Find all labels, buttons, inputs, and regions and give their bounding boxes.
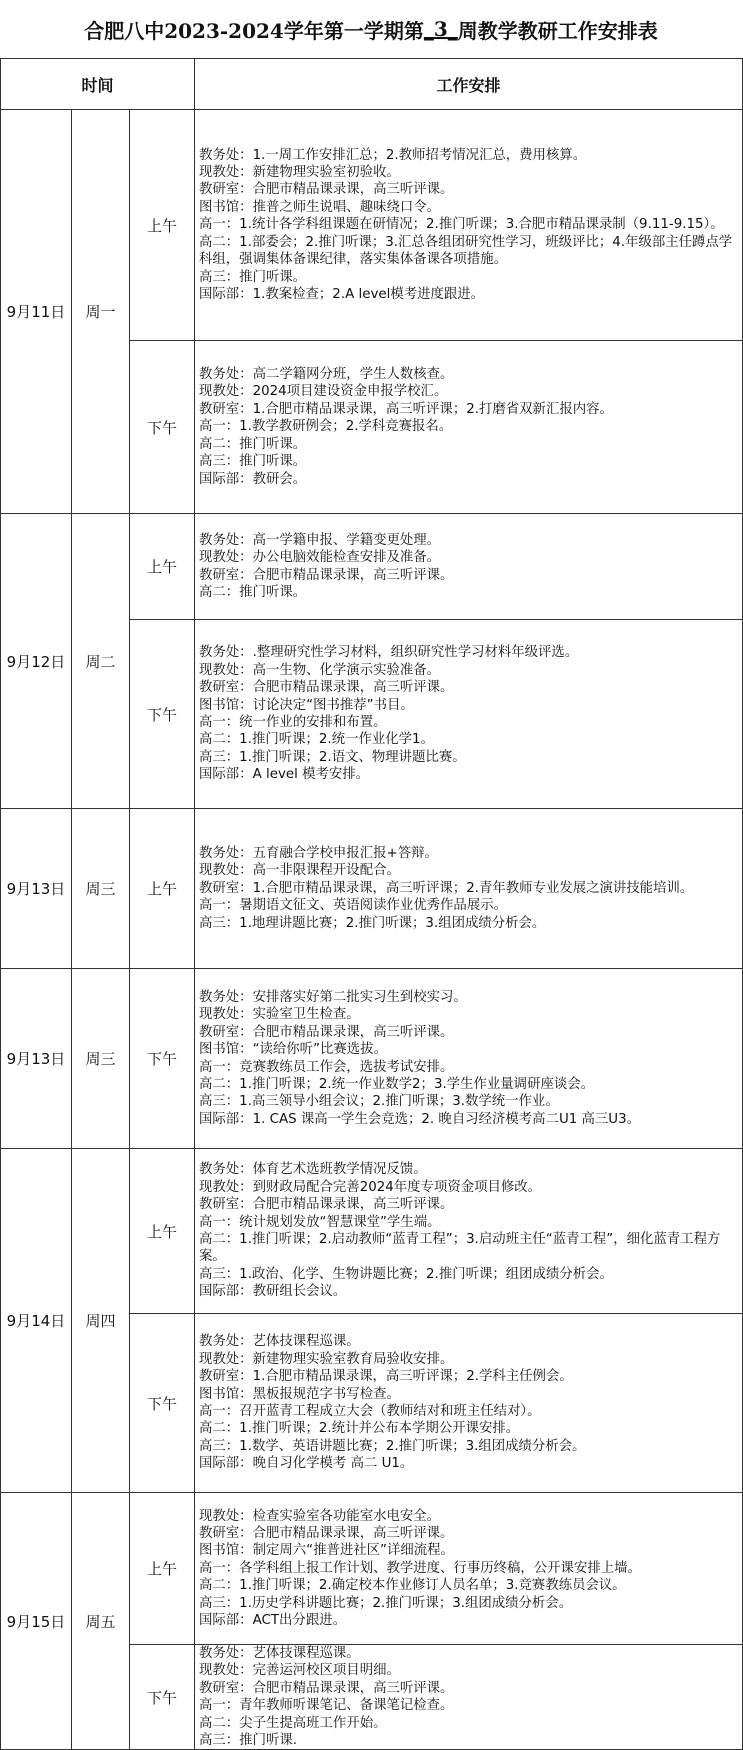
work-item: 国际部：ACT出分跟进。	[199, 1613, 346, 1629]
work-item: 国际部：A level 模考安排。	[199, 767, 370, 783]
work-item: 高二：1.推门听课；2.启动教师“蓝青工程”；3.启动班主任“蓝青工程”，细化蓝青工程方案。	[199, 1232, 721, 1265]
work-item: 高三：1.推门听课；2.语文、物理讲题比赛。	[199, 749, 466, 765]
work-item: 现教处：新建物理实验室初验收。	[199, 165, 400, 181]
work-item: 高二：推门听课。	[199, 584, 307, 600]
work-item: 图书馆：讨论决定“图书推荐”书目。	[199, 697, 414, 713]
work-item: 教务处：艺体技课程巡课。	[199, 1334, 360, 1350]
work-item: 国际部：教研会。	[199, 471, 307, 487]
work-item: 高三：1.地理讲题比赛；2.推门听课；3.组团成绩分析会。	[199, 915, 546, 931]
work-item: 教研室：合肥市精品课录课，高三听评课。	[199, 1525, 454, 1541]
work-item: 高一：召开蓝青工程成立大会（教师结对和班主任结对）。	[199, 1404, 541, 1419]
session-half-cell: 下午	[130, 1645, 195, 1750]
weekday-cell: 周一	[72, 110, 130, 514]
work-item: 教务处：体育艺术选班教学情况反馈。	[199, 1162, 427, 1178]
work-item: 教务处：高二学籍网分班，学生人数核查。	[199, 367, 454, 383]
work-item: 图书馆：“读给你听”比赛选拔。	[199, 1042, 387, 1058]
work-item: 高一：各学科组上报工作计划、教学进度、行事历终稿，公开课安排上墙。	[199, 1560, 641, 1576]
work-items-cell	[195, 1314, 743, 1493]
work-item: 教务处：1.一周工作安排汇总；2.教师招考情况汇总，费用核算。	[199, 147, 587, 163]
work-items-cell	[195, 809, 743, 969]
session-half-cell: 上午	[130, 110, 195, 341]
session-half-cell: 下午	[130, 969, 195, 1149]
work-item: 教务处：安排落实好第二批实习生到校实习。	[199, 989, 467, 1005]
work-item: 高三：推门听课。	[199, 454, 307, 470]
work-item: 教务处：艺体技课程巡课。	[199, 1646, 360, 1661]
work-item: 图书馆：制定周六“推普进社区”详细流程。	[199, 1543, 454, 1559]
work-item: 教务处：五育融合学校申报汇报+答辩。	[199, 845, 438, 861]
weekday-cell: 周三	[72, 969, 130, 1149]
work-item: 国际部：晚自习化学模考 高二 U1。	[199, 1456, 414, 1472]
work-item: 教研室：合肥市精品课录课，高三听评课。	[199, 1197, 454, 1213]
work-item: 国际部：教研组长会议。	[199, 1284, 347, 1300]
work-item: 现教处：实验室卫生检查。	[199, 1007, 360, 1023]
work-item: 高三：推门听课。	[199, 269, 307, 285]
work-item: 教务处：.整理研究性学习材料，组织研究性学习材料年级评选。	[199, 645, 579, 661]
page-title	[0, 0, 742, 58]
table-row	[1, 1149, 743, 1314]
session-half-cell: 下午	[130, 620, 195, 809]
session-half-cell: 上午	[130, 1149, 195, 1314]
work-item: 高二：1.推门听课；2.确定校本作业修订人员名单；3.竞赛教练员会议。	[199, 1578, 626, 1594]
work-item: 高二：尖子生提高班工作开始。	[199, 1715, 387, 1731]
work-item: 高一：竞赛教练员工作会，选拔考试安排。	[199, 1059, 454, 1075]
header-work-arrangement: 工作安排	[195, 59, 743, 110]
work-item: 国际部：1.教案检查；2.A level模考进度跟进。	[199, 286, 485, 302]
session-half-cell: 上午	[130, 809, 195, 969]
work-items-cell	[195, 341, 743, 514]
work-item: 高二：1.推门听课；2.统一作业数学2；3.学生作业量调研座谈会。	[199, 1076, 595, 1092]
work-item: 现教处：完善运河校区项目明细。	[199, 1663, 400, 1679]
work-item: 高一：1.统计各学科组课题在研情况；2.推门听课；3.合肥市精品课录制（9.11-9.15）。	[199, 217, 724, 233]
work-item: 高三：推门听课.	[199, 1733, 298, 1749]
table-row	[1, 514, 743, 620]
work-item: 现教处：办公电脑效能检查安排及准备。	[199, 550, 441, 566]
work-items-cell	[195, 1149, 743, 1314]
work-item: 现教处：高一非限课程开设配合。	[199, 863, 400, 879]
header-time: 时间	[1, 59, 195, 110]
date-cell: 9月11日	[1, 110, 72, 514]
work-item: 高二：推门听课。	[199, 436, 307, 452]
title-suffix: 周教学教研工作安排表	[457, 18, 658, 43]
work-items-cell	[195, 620, 743, 809]
date-cell: 9月13日	[1, 809, 72, 969]
session-half-cell: 下午	[130, 341, 195, 514]
work-item: 高一：统一作业的安排和布置。	[199, 715, 387, 730]
work-item: 图书馆：黑板报规范字书写检查。	[199, 1386, 400, 1402]
weekday-cell: 周四	[72, 1149, 130, 1493]
work-item: 高一：暑期语文征文、英语阅读作业优秀作品展示。	[199, 898, 507, 914]
work-item: 教研室：合肥市精品课录课，高三听评课。	[199, 567, 454, 583]
work-items-cell	[195, 110, 743, 341]
session-half-cell: 下午	[130, 1314, 195, 1493]
work-item: 高一：青年教师听课笔记、备课笔记检查。	[199, 1698, 454, 1714]
work-item: 教研室：合肥市精品课录课，高三听评课。	[199, 182, 454, 198]
table-row	[1, 1493, 743, 1645]
work-item: 国际部：1. CAS 课高一学生会竞选；2. 晚自习经济模考高二U1 高三U3。	[199, 1111, 641, 1127]
work-item: 现教处：2024项目建设资金申报学校汇。	[199, 384, 448, 400]
table-row	[1, 969, 743, 1149]
work-item: 高二：1.推门听课；2.统计并公布本学期公开课安排。	[199, 1421, 520, 1437]
work-item: 教研室：1.合肥市精品课录课，高三听评课；2.青年教师专业发展之演讲技能培训。	[199, 880, 694, 896]
work-item: 高二：1.部委会；2.推门听课；3.汇总各组团研究性学习，班级评比；4.年级部主任蹲点学科组，强调集体备课纪律，落实集体备课各项措施。	[199, 234, 733, 268]
weekday-cell: 周二	[72, 514, 130, 809]
session-half-cell: 上午	[130, 1493, 195, 1645]
table-row	[1, 110, 743, 341]
work-item: 教研室：合肥市精品课录课，高三听评课。	[199, 680, 454, 696]
work-item: 教研室：合肥市精品课录课，高三听评课。	[199, 1680, 454, 1696]
work-item: 图书馆：推普之师生说唱、趣味绕口令。	[199, 199, 441, 215]
work-item: 高一：统计规划发放“智慧课堂”学生端。	[199, 1214, 441, 1230]
work-item: 教研室：1.合肥市精品课录课，高三听评课；2.打磨省双新汇报内容。	[199, 401, 613, 417]
work-item: 高三：1.历史学科讲题比赛；2.推门听课；3.组团成绩分析会。	[199, 1595, 573, 1611]
work-item: 高一：1.教学教研例会；2.学科竞赛报名。	[199, 419, 453, 435]
work-items-cell	[195, 1645, 743, 1750]
table-header-row	[1, 59, 743, 110]
work-item: 现教处：检查实验室各功能室水电安全。	[199, 1508, 441, 1524]
table-row	[1, 809, 743, 969]
date-cell: 9月12日	[1, 514, 72, 809]
work-item: 现教处：新建物理实验室教育局验收安排。	[199, 1351, 454, 1367]
work-item: 现教处：高一生物、化学演示实验准备。	[199, 662, 441, 678]
work-items-cell	[195, 514, 743, 620]
session-half-cell: 上午	[130, 514, 195, 620]
title-week-number: _3_	[423, 17, 458, 41]
work-item: 高二：1.推门听课；2.统一作业化学1。	[199, 732, 434, 748]
date-cell: 9月13日	[1, 969, 72, 1149]
work-item: 高三：1.高三领导小组会议；2.推门听课；3.数学统一作业。	[199, 1094, 559, 1110]
date-cell: 9月15日	[1, 1493, 72, 1750]
date-cell: 9月14日	[1, 1149, 72, 1493]
work-item: 教研室：合肥市精品课录课，高三听评课。	[199, 1024, 454, 1040]
work-item: 高三：1.政治、化学、生物讲题比赛；2.推门听课；组团成绩分析会。	[199, 1266, 613, 1282]
work-item: 教研室：1.合肥市精品课录课，高三听评课；2.学科主任例会。	[199, 1369, 573, 1385]
title-prefix: 合肥八中2023-2024学年第一学期第	[84, 18, 424, 43]
work-item: 教务处：高一学籍申报、学籍变更处理。	[199, 532, 441, 548]
weekday-cell: 周三	[72, 809, 130, 969]
work-item: 高三：1.数学、英语讲题比赛；2.推门听课；3.组团成绩分析会。	[199, 1438, 586, 1454]
work-item: 现教处：到财政局配合完善2024年度专项资金项目修改。	[199, 1179, 542, 1195]
work-items-cell	[195, 969, 743, 1149]
weekday-cell: 周五	[72, 1493, 130, 1750]
work-items-cell	[195, 1493, 743, 1645]
schedule-table	[0, 58, 743, 1750]
